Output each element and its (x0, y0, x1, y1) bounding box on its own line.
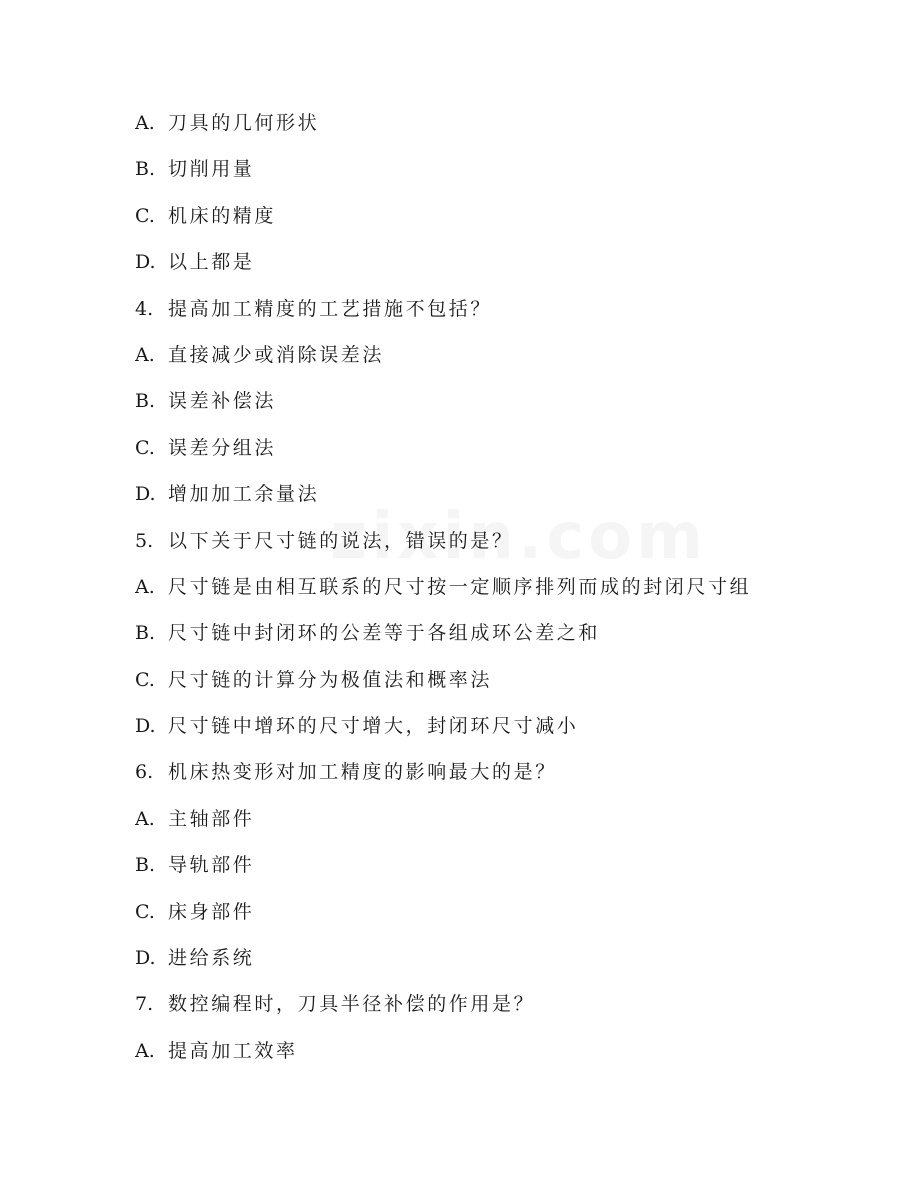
option-line (135, 848, 875, 894)
option-label: C. (135, 204, 155, 227)
question-line (135, 755, 875, 801)
question-line (135, 292, 875, 338)
option-line (135, 338, 875, 384)
option-label: D. (135, 947, 156, 970)
option-line (135, 709, 875, 755)
option-text: 误差分组法 (168, 436, 277, 459)
option-label: D. (135, 715, 156, 738)
option-label: A. (135, 807, 155, 830)
question-text: 机床热变形对加工精度的影响最大的是？ (168, 761, 557, 784)
option-text: 刀具的几何形状 (168, 112, 320, 134)
option-line (135, 477, 875, 523)
question-number: 4. (135, 297, 154, 320)
option-label: A. (135, 575, 155, 598)
question-text: 以下关于尺寸链的说法，错误的是？ (168, 529, 514, 552)
option-label: C. (135, 668, 155, 691)
option-label: C. (135, 900, 155, 923)
option-line (135, 663, 875, 709)
question-list (135, 106, 875, 1080)
option-text: 增加加工余量法 (168, 483, 320, 506)
option-line (135, 616, 875, 662)
question-line (135, 987, 875, 1033)
option-text: 进给系统 (168, 947, 255, 970)
option-line (135, 431, 875, 477)
option-text: 以上都是 (168, 251, 255, 274)
option-line (135, 570, 875, 616)
option-label: C. (135, 436, 155, 459)
option-text: 提高加工效率 (168, 1039, 298, 1062)
option-label: D. (135, 483, 156, 506)
option-text: 尺寸链中增环的尺寸增大，封闭环尺寸减小 (168, 715, 579, 738)
option-label: B. (135, 158, 156, 181)
option-text: 尺寸链中封闭环的公差等于各组成环公差之和 (168, 622, 601, 645)
question-text: 提高加工精度的工艺措施不包括？ (168, 297, 493, 320)
option-label: B. (135, 622, 156, 645)
option-label: A. (135, 1039, 155, 1062)
option-text: 切削用量 (168, 158, 255, 181)
option-line (135, 245, 875, 291)
option-label: B. (135, 854, 156, 877)
option-line (135, 106, 875, 152)
option-text: 尺寸链的计算分为极值法和概率法 (168, 668, 493, 691)
question-text: 数控编程时，刀具半径补偿的作用是？ (168, 993, 536, 1016)
option-text: 主轴部件 (168, 807, 255, 830)
option-label: D. (135, 251, 156, 274)
option-label: A. (135, 112, 155, 134)
option-line (135, 152, 875, 198)
option-text: 直接减少或消除误差法 (168, 343, 385, 366)
option-line (135, 895, 875, 941)
option-text: 机床的精度 (168, 204, 277, 227)
option-line (135, 384, 875, 430)
option-text: 误差补偿法 (168, 390, 277, 413)
option-line (135, 802, 875, 848)
question-number: 6. (135, 761, 154, 784)
option-text: 床身部件 (168, 900, 255, 923)
option-line (135, 199, 875, 245)
option-label: B. (135, 390, 156, 413)
option-line (135, 941, 875, 987)
option-line (135, 1034, 875, 1080)
option-text: 尺寸链是由相互联系的尺寸按一定顺序排列而成的封闭尺寸组 (168, 575, 752, 598)
question-number: 7. (135, 993, 154, 1016)
option-label: A. (135, 343, 155, 366)
option-text: 导轨部件 (168, 854, 255, 877)
question-number: 5. (135, 529, 154, 552)
question-line (135, 524, 875, 570)
